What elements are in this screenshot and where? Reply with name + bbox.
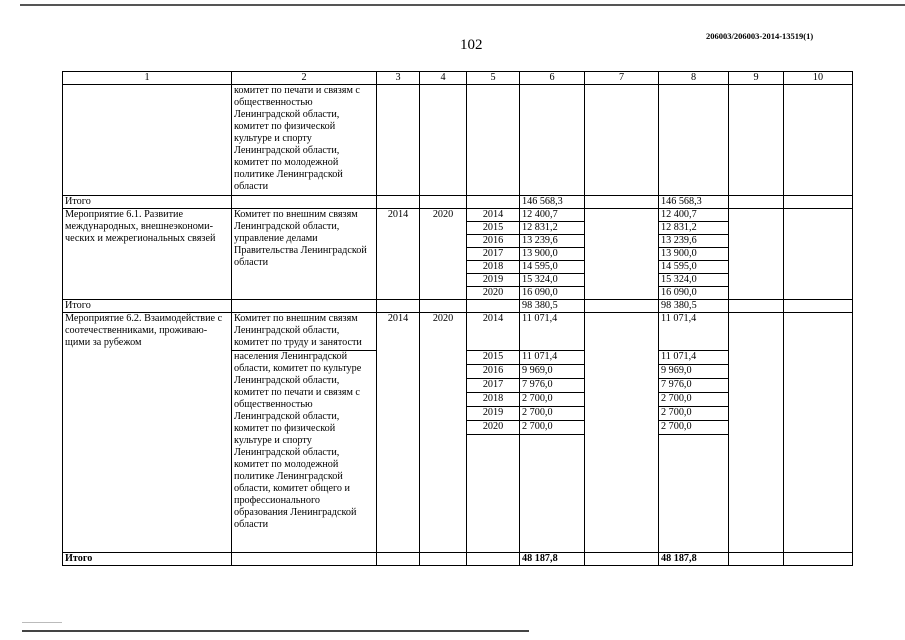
year-cell: 2016 <box>467 365 520 379</box>
header-col-7: 7 <box>585 72 659 85</box>
value-col6: 15 324,0 <box>520 274 585 287</box>
header-col-2: 2 <box>232 72 377 85</box>
year-cell: 2014 <box>467 313 520 351</box>
value-col6: 9 969,0 <box>520 365 585 379</box>
value-col8: 11 071,4 <box>659 313 729 351</box>
value-col6: 2 700,0 <box>520 393 585 407</box>
value-col6: 13 900,0 <box>520 248 585 261</box>
value-col8: 13 900,0 <box>659 248 729 261</box>
bottom-scan-mark <box>22 622 62 623</box>
table-row-total <box>63 300 853 313</box>
year-cell: 2015 <box>467 222 520 235</box>
value-col8: 14 595,0 <box>659 261 729 274</box>
value-col8: 12 831,2 <box>659 222 729 235</box>
bottom-scan-line <box>22 630 529 632</box>
table-row-total <box>63 553 853 566</box>
total-label: Итого <box>63 553 232 566</box>
document-code: 206003/206003-2014-13519(1) <box>706 31 814 41</box>
value-col6: 11 071,4 <box>520 351 585 365</box>
header-row <box>63 72 853 85</box>
year-cell: 2017 <box>467 379 520 393</box>
measure-6-2-start: 2014 <box>377 313 420 553</box>
table-row-total <box>63 196 853 209</box>
header-col-9: 9 <box>729 72 784 85</box>
header-col-1: 1 <box>63 72 232 85</box>
year-cell: 2019 <box>467 274 520 287</box>
measure-6-1-end: 2020 <box>420 209 467 300</box>
measure-6-1-name: Мероприятие 6.1. Развитие международных, внешнеэкономи-ческих и межрегиональных связей <box>63 209 232 300</box>
table-row-continuation <box>63 85 853 196</box>
measure-6-2-executor-rest: населения Ленинградской области, комитет по культуре Ленинградской области, комитет по печати и связям с общественностью Ленинградской области, комитет по физической культуре и спорту Ленинградской области, комитет по молодежной политике Ленинградской области, комитет общего и профессионального образования Ленинградской области <box>232 351 377 553</box>
budget-table <box>62 71 853 566</box>
value-col6: 7 976,0 <box>520 379 585 393</box>
value-col8: 15 324,0 <box>659 274 729 287</box>
year-cell: 2020 <box>467 287 520 300</box>
value-col8: 12 400,7 <box>659 209 729 222</box>
header-col-3: 3 <box>377 72 420 85</box>
year-cell: 2018 <box>467 393 520 407</box>
measure-6-2-executor-top: Комитет по внешним связям Ленинградской области, комитет по труду и занятости <box>232 313 377 351</box>
measure-6-2-name: Мероприятие 6.2. Взаимодействие с соотечественниками, проживаю-щими за рубежом <box>63 313 232 553</box>
value-col8: 11 071,4 <box>659 351 729 365</box>
value-col6: 12 831,2 <box>520 222 585 235</box>
measure-6-2-end: 2020 <box>420 313 467 553</box>
value-col6: 12 400,7 <box>520 209 585 222</box>
top-scan-line <box>20 4 905 6</box>
year-cell: 2018 <box>467 261 520 274</box>
header-col-4: 4 <box>420 72 467 85</box>
value-col8: 9 969,0 <box>659 365 729 379</box>
year-cell: 2017 <box>467 248 520 261</box>
value-col8: 16 090,0 <box>659 287 729 300</box>
table-row <box>63 209 853 222</box>
header-col-8: 8 <box>659 72 729 85</box>
value-col8: 2 700,0 <box>659 407 729 421</box>
year-cell: 2014 <box>467 209 520 222</box>
total-col8: 98 380,5 <box>659 300 729 313</box>
value-col6: 11 071,4 <box>520 313 585 351</box>
measure-6-1-executor: Комитет по внешним связям Ленинградской области, управление делами Правительства Ленинградской области <box>232 209 377 300</box>
value-col6: 14 595,0 <box>520 261 585 274</box>
executor-continuation: комитет по печати и связям с общественностью Ленинградской области, комитет по физической культуре и спорту Ленинградской области, комитет по молодежной политике Ленинградской области <box>232 85 377 196</box>
total-col8: 146 568,3 <box>659 196 729 209</box>
year-cell: 2020 <box>467 421 520 435</box>
page-number: 102 <box>460 37 483 53</box>
year-cell: 2019 <box>467 407 520 421</box>
value-col6: 2 700,0 <box>520 421 585 435</box>
value-col6: 2 700,0 <box>520 407 585 421</box>
total-col6: 48 187,8 <box>520 553 585 566</box>
year-cell: 2016 <box>467 235 520 248</box>
header-col-5: 5 <box>467 72 520 85</box>
header-col-6: 6 <box>520 72 585 85</box>
total-col6: 146 568,3 <box>520 196 585 209</box>
table-row <box>63 313 853 351</box>
value-col6: 13 239,6 <box>520 235 585 248</box>
total-col8: 48 187,8 <box>659 553 729 566</box>
value-col8: 2 700,0 <box>659 421 729 435</box>
value-col6: 16 090,0 <box>520 287 585 300</box>
value-col8: 13 239,6 <box>659 235 729 248</box>
measure-6-1-start: 2014 <box>377 209 420 300</box>
year-cell: 2015 <box>467 351 520 365</box>
value-col8: 2 700,0 <box>659 393 729 407</box>
header-col-10: 10 <box>784 72 853 85</box>
total-col6: 98 380,5 <box>520 300 585 313</box>
total-label: Итого <box>63 300 232 313</box>
total-label: Итого <box>63 196 232 209</box>
value-col8: 7 976,0 <box>659 379 729 393</box>
